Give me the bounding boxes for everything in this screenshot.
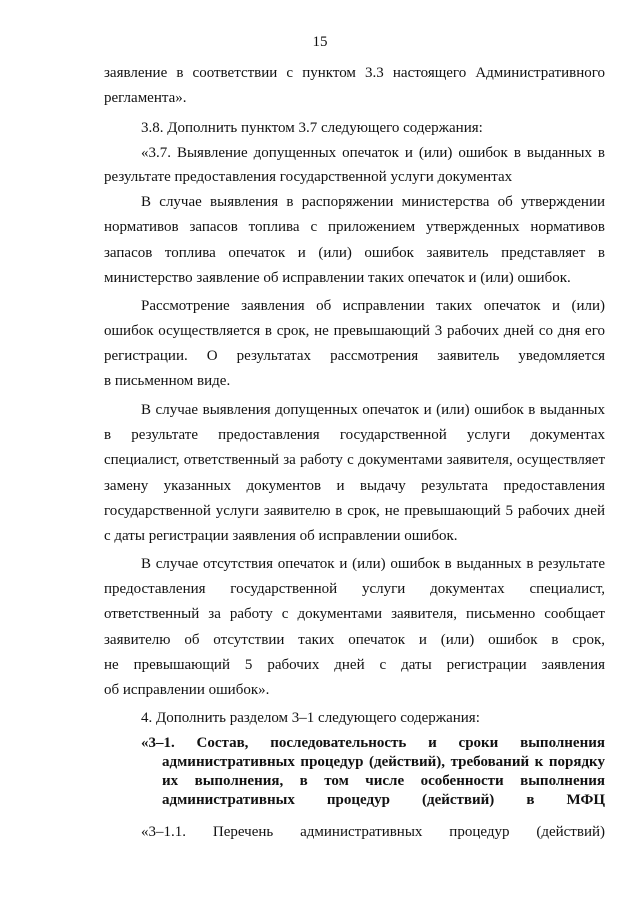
text-line: результате предоставления государственной услуги документах <box>104 169 513 185</box>
text-line: в результате предоставления государственной услуги документах <box>104 427 605 443</box>
text-line: с даты регистрации заявления об исправлении ошибок. <box>104 528 458 544</box>
text-line: Рассмотрение заявления об исправлении таких опечаток и (или) <box>141 298 605 314</box>
text-line: «3–1.1. Перечень административных процедур (действий) <box>141 824 605 840</box>
section-heading-line: «3–1. Состав, последовательность и сроки выполнения <box>141 735 605 751</box>
text-line: запасов топлива опечаток и (или) ошибок заявитель представляет в <box>104 245 605 261</box>
section-heading-line: их выполнения, в том числе особенности выполнения <box>162 773 605 789</box>
text-line: ответственный за работу с документами заявителя, письменно сообщает <box>104 606 605 622</box>
text-line: не превышающий 5 рабочих дней с даты регистрации заявления <box>104 657 605 673</box>
text-line: замену указанных документов и выдачу результата предоставления <box>104 478 605 494</box>
text-line: министерство заявление об исправлении таких опечаток и (или) ошибок. <box>104 270 571 286</box>
text-line: государственной услуги заявителю в срок, не превышающий 5 рабочих дней <box>104 503 605 519</box>
text-line: 3.8. Дополнить пунктом 3.7 следующего содержания: <box>141 120 483 136</box>
text-line: регистрации. О результатах рассмотрения заявитель уведомляется <box>104 348 605 364</box>
text-line: заявление в соответствии с пунктом 3.3 настоящего Административного <box>104 65 605 81</box>
text-line: в письменном виде. <box>104 373 231 389</box>
text-line: «3.7. Выявление допущенных опечаток и (или) ошибок в выданных в <box>141 145 605 161</box>
text-line: заявителю об отсутствии таких опечаток и (или) ошибок в срок, <box>104 632 605 648</box>
text-line: В случае выявления допущенных опечаток и (или) ошибок в выданных <box>141 402 605 418</box>
page-number: 15 <box>312 34 328 50</box>
text-line: специалист, ответственный за работу с документами заявителя, осуществляет <box>104 452 605 468</box>
text-line: В случае выявления в распоряжении министерства об утверждении <box>141 194 605 210</box>
text-line: регламента». <box>104 90 187 106</box>
section-heading-line: административных процедур (действий), требований к порядку <box>162 754 605 770</box>
text-line: ошибок осуществляется в срок, не превышающий 3 рабочих дней со дня его <box>104 323 605 339</box>
text-line: нормативов запасов топлива с приложением утвержденных нормативов <box>104 219 605 235</box>
text-line: 4. Дополнить разделом 3–1 следующего содержания: <box>141 710 480 726</box>
text-line: В случае отсутствия опечаток и (или) ошибок в выданных в результате <box>141 556 605 572</box>
text-line: об исправлении ошибок». <box>104 682 270 698</box>
section-heading-line: административных процедур (действий) в МФЦ <box>162 792 605 808</box>
text-line: предоставления государственной услуги документах специалист, <box>104 581 605 597</box>
